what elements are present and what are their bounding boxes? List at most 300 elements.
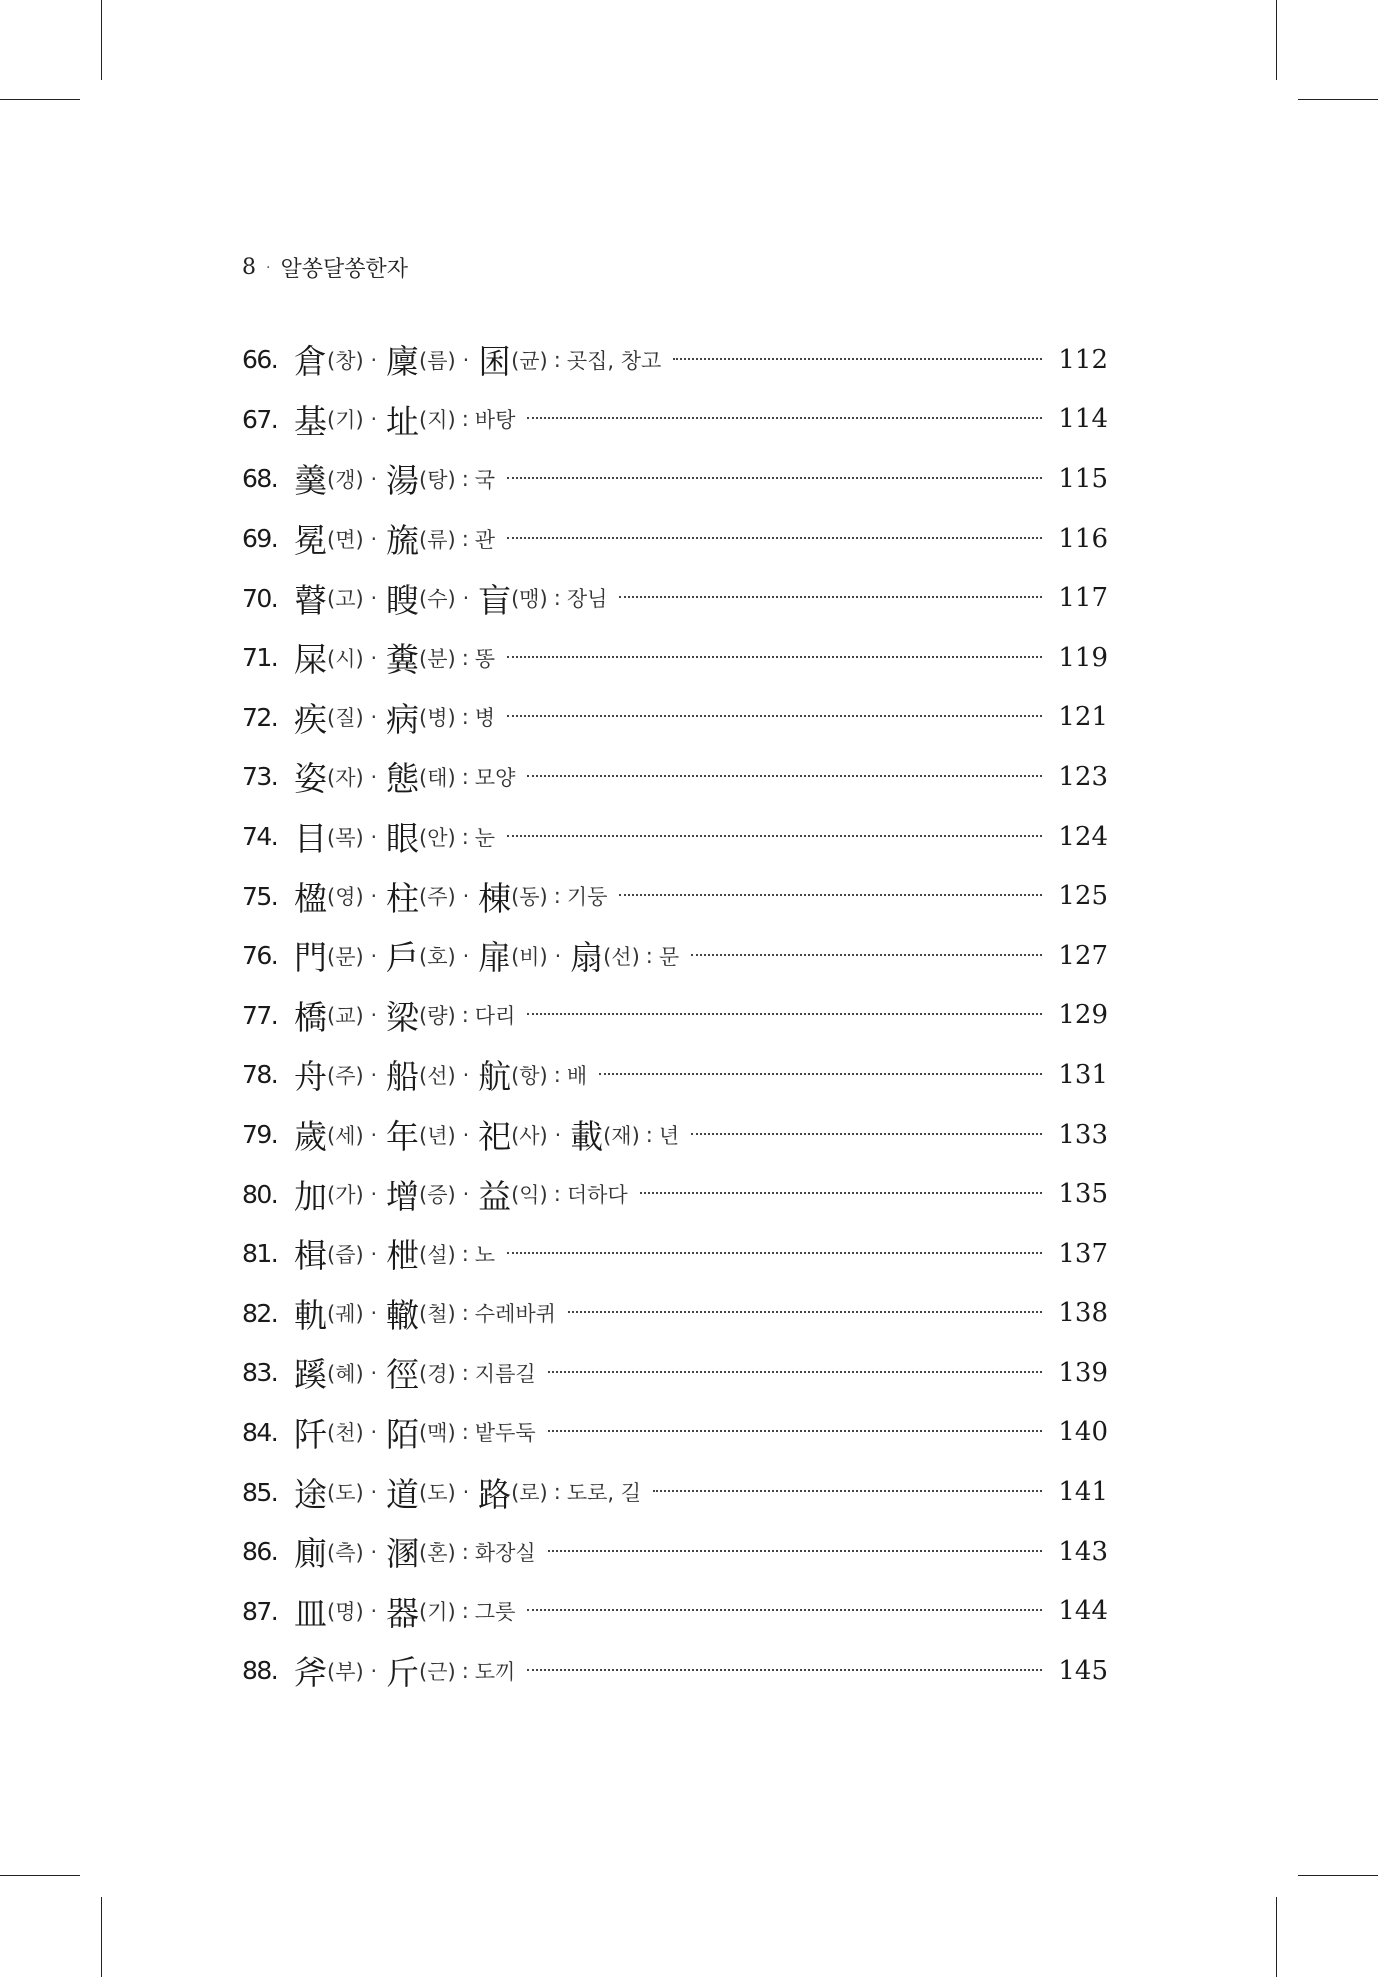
entry-number: 86. (242, 1537, 278, 1567)
hanja-reading: (름) (419, 348, 456, 373)
hanja-reading: (익) (511, 1183, 548, 1208)
entry-title (292, 1647, 515, 1694)
entry-page-number: 125 (1058, 881, 1108, 912)
entry-title (292, 694, 495, 741)
hanja-character: 道 (386, 1474, 420, 1514)
crop-mark (1276, 1897, 1277, 1977)
colon: : (553, 586, 561, 611)
hanja-reading: (갱) (327, 467, 364, 492)
hanja-reading: (선) (603, 944, 640, 969)
hanja-character: 屎 (294, 640, 327, 680)
hanja-reading: (창) (327, 348, 364, 373)
hanja-character: 航 (478, 1057, 512, 1097)
hanja-reading: (호) (419, 944, 456, 969)
hanja-character: 皿 (294, 1593, 327, 1633)
hanja-reading: (기) (327, 408, 364, 433)
colon: : (461, 645, 469, 670)
hanja-character: 扇 (570, 938, 604, 978)
dot-leader (599, 1073, 1042, 1075)
hanja-reading: (즙) (327, 1242, 364, 1267)
entry-page-number: 123 (1058, 761, 1108, 792)
dot-leader (507, 835, 1042, 837)
hanja-character: 倉 (294, 342, 327, 382)
dot-leader (640, 1192, 1042, 1194)
middle-dot: · (370, 1241, 378, 1266)
hanja-character: 載 (570, 1117, 604, 1157)
entry-page-number: 135 (1058, 1179, 1108, 1210)
hanja-character: 轍 (386, 1295, 420, 1335)
hanja-character: 疾 (294, 699, 327, 739)
entry-number: 83. (242, 1358, 278, 1388)
entry-page-number: 137 (1058, 1238, 1108, 1269)
crop-mark (0, 1875, 80, 1876)
hanja-reading: (주) (327, 1063, 364, 1088)
middle-dot: · (462, 943, 470, 968)
hanja-character: 斤 (386, 1653, 420, 1693)
middle-dot: · (462, 884, 470, 909)
entry-title (292, 1409, 536, 1456)
dot-leader (548, 1550, 1042, 1552)
colon: : (461, 466, 469, 491)
hanja-reading: (태) (419, 765, 456, 790)
hanja-reading: (철) (419, 1302, 456, 1327)
toc-entry[interactable] (242, 1164, 1108, 1224)
entry-page-number: 140 (1058, 1417, 1108, 1448)
entry-page-number: 138 (1058, 1298, 1108, 1329)
entry-page-number: 127 (1058, 940, 1108, 971)
hanja-character: 址 (386, 401, 420, 441)
entry-meaning: 도로, 길 (566, 1481, 642, 1506)
colon: : (645, 1122, 653, 1147)
colon: : (461, 705, 469, 730)
middle-dot: · (370, 1360, 378, 1385)
entry-title (292, 515, 495, 562)
hanja-reading: (지) (419, 408, 456, 433)
hanja-reading: (비) (511, 944, 548, 969)
colon: : (461, 824, 469, 849)
dot-leader (527, 417, 1042, 419)
hanja-character: 戶 (386, 938, 420, 978)
hanja-character: 枻 (386, 1236, 420, 1276)
entry-title (292, 634, 495, 681)
hanja-reading: (병) (419, 706, 456, 731)
hanja-character: 羹 (294, 461, 327, 501)
hanja-character: 眼 (386, 819, 420, 859)
dot-leader (507, 715, 1042, 717)
middle-dot: · (462, 1122, 470, 1147)
dot-leader (653, 1490, 1042, 1492)
crop-mark (1298, 1875, 1378, 1876)
colon: : (461, 1301, 469, 1326)
middle-dot: · (370, 1658, 378, 1683)
entry-number: 85. (242, 1477, 278, 1507)
middle-dot: · (370, 586, 378, 611)
hanja-character: 糞 (386, 640, 420, 680)
colon: : (553, 1062, 561, 1087)
hanja-reading: (균) (511, 348, 548, 373)
hanja-reading: (면) (327, 527, 364, 552)
entry-title (292, 873, 607, 920)
hanja-reading: (설) (419, 1242, 456, 1267)
dot-leader (527, 1609, 1042, 1611)
hanja-reading: (명) (327, 1600, 364, 1625)
entry-meaning: 기둥 (566, 885, 608, 910)
dot-leader (619, 596, 1042, 598)
hanja-reading: (혜) (327, 1361, 364, 1386)
entry-title (292, 992, 515, 1039)
hanja-character: 門 (294, 938, 327, 978)
entry-page-number: 114 (1058, 404, 1108, 435)
entry-page-number: 116 (1058, 523, 1108, 554)
hanja-reading: (주) (419, 885, 456, 910)
hanja-character: 瞽 (294, 580, 327, 620)
entry-number: 77. (242, 1000, 278, 1030)
toc-entry[interactable] (242, 330, 1108, 390)
hanja-character: 棟 (478, 878, 512, 918)
colon: : (553, 884, 561, 909)
colon: : (461, 764, 469, 789)
entry-number: 75. (242, 881, 278, 911)
hanja-reading: (세) (327, 1123, 364, 1148)
colon: : (553, 1480, 561, 1505)
toc-entry[interactable] (242, 1224, 1108, 1284)
entry-meaning: 년 (658, 1123, 680, 1148)
header-book-title: 알쏭달쏭한자 (280, 257, 408, 282)
entry-meaning: 화장실 (474, 1540, 536, 1565)
entry-page-number: 131 (1058, 1059, 1108, 1090)
hanja-reading: (질) (327, 706, 364, 731)
hanja-reading: (시) (327, 646, 364, 671)
entry-meaning: 다리 (474, 1004, 516, 1029)
colon: : (461, 1241, 469, 1266)
hanja-character: 楫 (294, 1236, 327, 1276)
middle-dot: · (462, 586, 470, 611)
middle-dot: · (370, 347, 378, 372)
entry-meaning: 노 (474, 1242, 496, 1267)
hanja-character: 梁 (386, 997, 420, 1037)
entry-number: 69. (242, 524, 278, 554)
entry-title (292, 1111, 679, 1158)
hanja-character: 船 (386, 1057, 420, 1097)
hanja-character: 湯 (386, 461, 420, 501)
middle-dot: · (370, 645, 378, 670)
entry-number: 84. (242, 1417, 278, 1447)
entry-title (292, 1290, 556, 1337)
hanja-character: 扉 (478, 938, 512, 978)
toc-entry[interactable] (242, 1462, 1108, 1522)
toc-entry[interactable] (242, 866, 1108, 926)
middle-dot: · (370, 1480, 378, 1505)
middle-dot: · (370, 1599, 378, 1624)
middle-dot: · (370, 1003, 378, 1028)
toc-entry[interactable] (242, 1343, 1108, 1403)
hanja-character: 阡 (294, 1414, 327, 1454)
hanja-reading: (선) (419, 1063, 456, 1088)
toc-entry[interactable] (242, 747, 1108, 807)
hanja-character: 途 (294, 1474, 327, 1514)
entry-number: 66. (242, 345, 278, 375)
hanja-character: 基 (294, 401, 327, 441)
header-page-number: 8 (242, 255, 256, 280)
entry-number: 67. (242, 404, 278, 434)
toc-entry[interactable] (242, 628, 1108, 688)
hanja-reading: (도) (419, 1481, 456, 1506)
hanja-character: 增 (386, 1176, 420, 1216)
toc-entry[interactable] (242, 926, 1108, 986)
entry-title (292, 1349, 536, 1396)
toc-entry[interactable] (242, 1641, 1108, 1701)
entry-meaning: 그릇 (474, 1600, 516, 1625)
colon: : (461, 1360, 469, 1385)
hanja-reading: (측) (327, 1540, 364, 1565)
hanja-character: 益 (478, 1176, 512, 1216)
colon: : (461, 1658, 469, 1683)
hanja-character: 祀 (478, 1117, 512, 1157)
dot-leader (673, 358, 1042, 360)
hanja-character: 廁 (294, 1534, 327, 1574)
entry-number: 78. (242, 1060, 278, 1090)
colon: : (461, 1420, 469, 1445)
entry-meaning: 바탕 (474, 408, 516, 433)
entry-page-number: 124 (1058, 821, 1108, 852)
entry-meaning: 지름길 (474, 1361, 536, 1386)
entry-number: 76. (242, 941, 278, 971)
hanja-reading: (년) (419, 1123, 456, 1148)
dot-leader (691, 954, 1042, 956)
entry-page-number: 139 (1058, 1357, 1108, 1388)
entry-page-number: 119 (1058, 642, 1108, 673)
hanja-character: 路 (478, 1474, 512, 1514)
hanja-character: 目 (294, 819, 327, 859)
crop-mark (0, 99, 80, 100)
hanja-character: 溷 (386, 1534, 420, 1574)
colon: : (461, 1003, 469, 1028)
entry-meaning: 배 (566, 1063, 588, 1088)
hanja-character: 病 (386, 699, 420, 739)
dot-leader (527, 775, 1042, 777)
entry-page-number: 145 (1058, 1655, 1108, 1686)
toc-entry[interactable] (242, 1522, 1108, 1582)
dot-leader (507, 656, 1042, 658)
middle-dot: · (370, 526, 378, 551)
hanja-character: 楹 (294, 878, 327, 918)
hanja-reading: (고) (327, 587, 364, 612)
entry-number: 80. (242, 1179, 278, 1209)
colon: : (553, 1182, 561, 1207)
hanja-character: 橋 (294, 997, 327, 1037)
hanja-reading: (재) (603, 1123, 640, 1148)
colon: : (461, 407, 469, 432)
entry-number: 79. (242, 1120, 278, 1150)
toc-entry[interactable] (242, 1581, 1108, 1641)
hanja-reading: (량) (419, 1004, 456, 1029)
hanja-reading: (교) (327, 1004, 364, 1029)
hanja-reading: (동) (511, 885, 548, 910)
entry-meaning: 장님 (566, 587, 608, 612)
hanja-reading: (문) (327, 944, 364, 969)
middle-dot: · (370, 943, 378, 968)
toc-entry[interactable] (242, 807, 1108, 867)
middle-dot: · (370, 764, 378, 789)
toc-entry[interactable] (242, 986, 1108, 1046)
entry-title (292, 1588, 515, 1635)
entry-number: 74. (242, 822, 278, 852)
hanja-reading: (자) (327, 765, 364, 790)
entry-page-number: 133 (1058, 1119, 1108, 1150)
hanja-character: 舟 (294, 1057, 327, 1097)
entry-page-number: 143 (1058, 1536, 1108, 1567)
hanja-character: 瞍 (386, 580, 420, 620)
entry-number: 71. (242, 643, 278, 673)
middle-dot: · (462, 1062, 470, 1087)
entry-page-number: 117 (1058, 583, 1108, 614)
middle-dot: · (370, 466, 378, 491)
entry-meaning: 도끼 (474, 1659, 516, 1684)
colon: : (461, 526, 469, 551)
toc-entry[interactable] (242, 509, 1108, 569)
hanja-reading: (목) (327, 825, 364, 850)
entry-meaning: 똥 (474, 646, 496, 671)
middle-dot: · (370, 1122, 378, 1147)
dot-leader (527, 1669, 1042, 1671)
entry-meaning: 모양 (474, 765, 516, 790)
middle-dot: · (370, 407, 378, 432)
hanja-character: 姿 (294, 759, 327, 799)
hanja-character: 旒 (386, 521, 420, 561)
hanja-reading: (항) (511, 1063, 548, 1088)
hanja-reading: (증) (419, 1183, 456, 1208)
entry-number: 81. (242, 1239, 278, 1269)
colon: : (461, 1599, 469, 1624)
table-of-contents (242, 330, 1108, 1701)
entry-meaning: 관 (474, 527, 496, 552)
toc-entry[interactable] (242, 1045, 1108, 1105)
middle-dot: · (370, 824, 378, 849)
dot-leader (507, 537, 1042, 539)
middle-dot: · (462, 347, 470, 372)
entry-meaning: 곳집, 창고 (566, 348, 662, 373)
entry-number: 68. (242, 464, 278, 494)
entry-number: 88. (242, 1656, 278, 1686)
entry-title (292, 396, 515, 443)
hanja-character: 冕 (294, 521, 327, 561)
entry-title (292, 813, 495, 860)
hanja-character: 年 (386, 1117, 420, 1157)
entry-meaning: 문 (658, 944, 680, 969)
toc-entry[interactable] (242, 1105, 1108, 1165)
hanja-character: 器 (386, 1593, 420, 1633)
hanja-character: 歲 (294, 1117, 327, 1157)
middle-dot: · (370, 1539, 378, 1564)
dot-leader (548, 1371, 1042, 1373)
toc-entry[interactable] (242, 1284, 1108, 1344)
entry-title (292, 932, 679, 979)
toc-entry[interactable] (242, 568, 1108, 628)
entry-title (292, 336, 661, 383)
entry-title (292, 753, 515, 800)
middle-dot: · (370, 1301, 378, 1326)
dot-leader (507, 1252, 1042, 1254)
colon: : (461, 1539, 469, 1564)
dot-leader (691, 1133, 1042, 1135)
entry-meaning: 더하다 (566, 1183, 628, 1208)
entry-meaning: 밭두둑 (474, 1421, 536, 1446)
entry-page-number: 115 (1058, 463, 1108, 494)
middle-dot: · (370, 884, 378, 909)
entry-title (292, 1171, 628, 1218)
entry-title (292, 1230, 495, 1277)
hanja-reading: (맥) (419, 1421, 456, 1446)
toc-entry[interactable] (242, 449, 1108, 509)
entry-number: 70. (242, 583, 278, 613)
hanja-reading: (경) (419, 1361, 456, 1386)
hanja-reading: (수) (419, 587, 456, 612)
middle-dot: · (462, 1480, 470, 1505)
entry-page-number: 144 (1058, 1596, 1108, 1627)
toc-entry[interactable] (242, 1403, 1108, 1463)
middle-dot: · (554, 943, 562, 968)
middle-dot: · (554, 1122, 562, 1147)
entry-number: 72. (242, 702, 278, 732)
hanja-reading: (부) (327, 1659, 364, 1684)
entry-title (292, 455, 495, 502)
toc-entry[interactable] (242, 390, 1108, 450)
crop-mark (1298, 99, 1378, 100)
toc-entry[interactable] (242, 688, 1108, 748)
dot-leader (568, 1311, 1042, 1313)
hanja-reading: (탕) (419, 467, 456, 492)
entry-number: 73. (242, 762, 278, 792)
hanja-reading: (근) (419, 1659, 456, 1684)
hanja-reading: (혼) (419, 1540, 456, 1565)
middle-dot: · (370, 705, 378, 730)
hanja-character: 廩 (386, 342, 420, 382)
hanja-reading: (궤) (327, 1302, 364, 1327)
entry-number: 82. (242, 1298, 278, 1328)
entry-title (292, 1469, 641, 1516)
hanja-reading: (가) (327, 1183, 364, 1208)
hanja-reading: (류) (419, 527, 456, 552)
hanja-character: 囷 (478, 342, 512, 382)
dot-leader (619, 894, 1042, 896)
hanja-character: 盲 (478, 580, 512, 620)
hanja-character: 軌 (294, 1295, 327, 1335)
crop-mark (101, 1897, 102, 1977)
hanja-character: 柱 (386, 878, 420, 918)
dot-leader (548, 1430, 1042, 1432)
dot-leader (527, 1013, 1042, 1015)
entry-number: 87. (242, 1596, 278, 1626)
hanja-reading: (사) (511, 1123, 548, 1148)
entry-meaning: 병 (474, 706, 496, 731)
hanja-reading: (영) (327, 885, 364, 910)
colon: : (645, 943, 653, 968)
hanja-reading: (도) (327, 1481, 364, 1506)
entry-title (292, 1051, 587, 1098)
hanja-character: 陌 (386, 1414, 420, 1454)
entry-page-number: 121 (1058, 702, 1108, 733)
header-separator: · (266, 259, 271, 276)
entry-title (292, 1528, 536, 1575)
dot-leader (507, 477, 1042, 479)
crop-mark (1276, 0, 1277, 80)
middle-dot: · (370, 1062, 378, 1087)
hanja-character: 徑 (386, 1355, 420, 1395)
hanja-character: 態 (386, 759, 420, 799)
hanja-reading: (맹) (511, 587, 548, 612)
hanja-reading: (안) (419, 825, 456, 850)
hanja-character: 蹊 (294, 1355, 327, 1395)
